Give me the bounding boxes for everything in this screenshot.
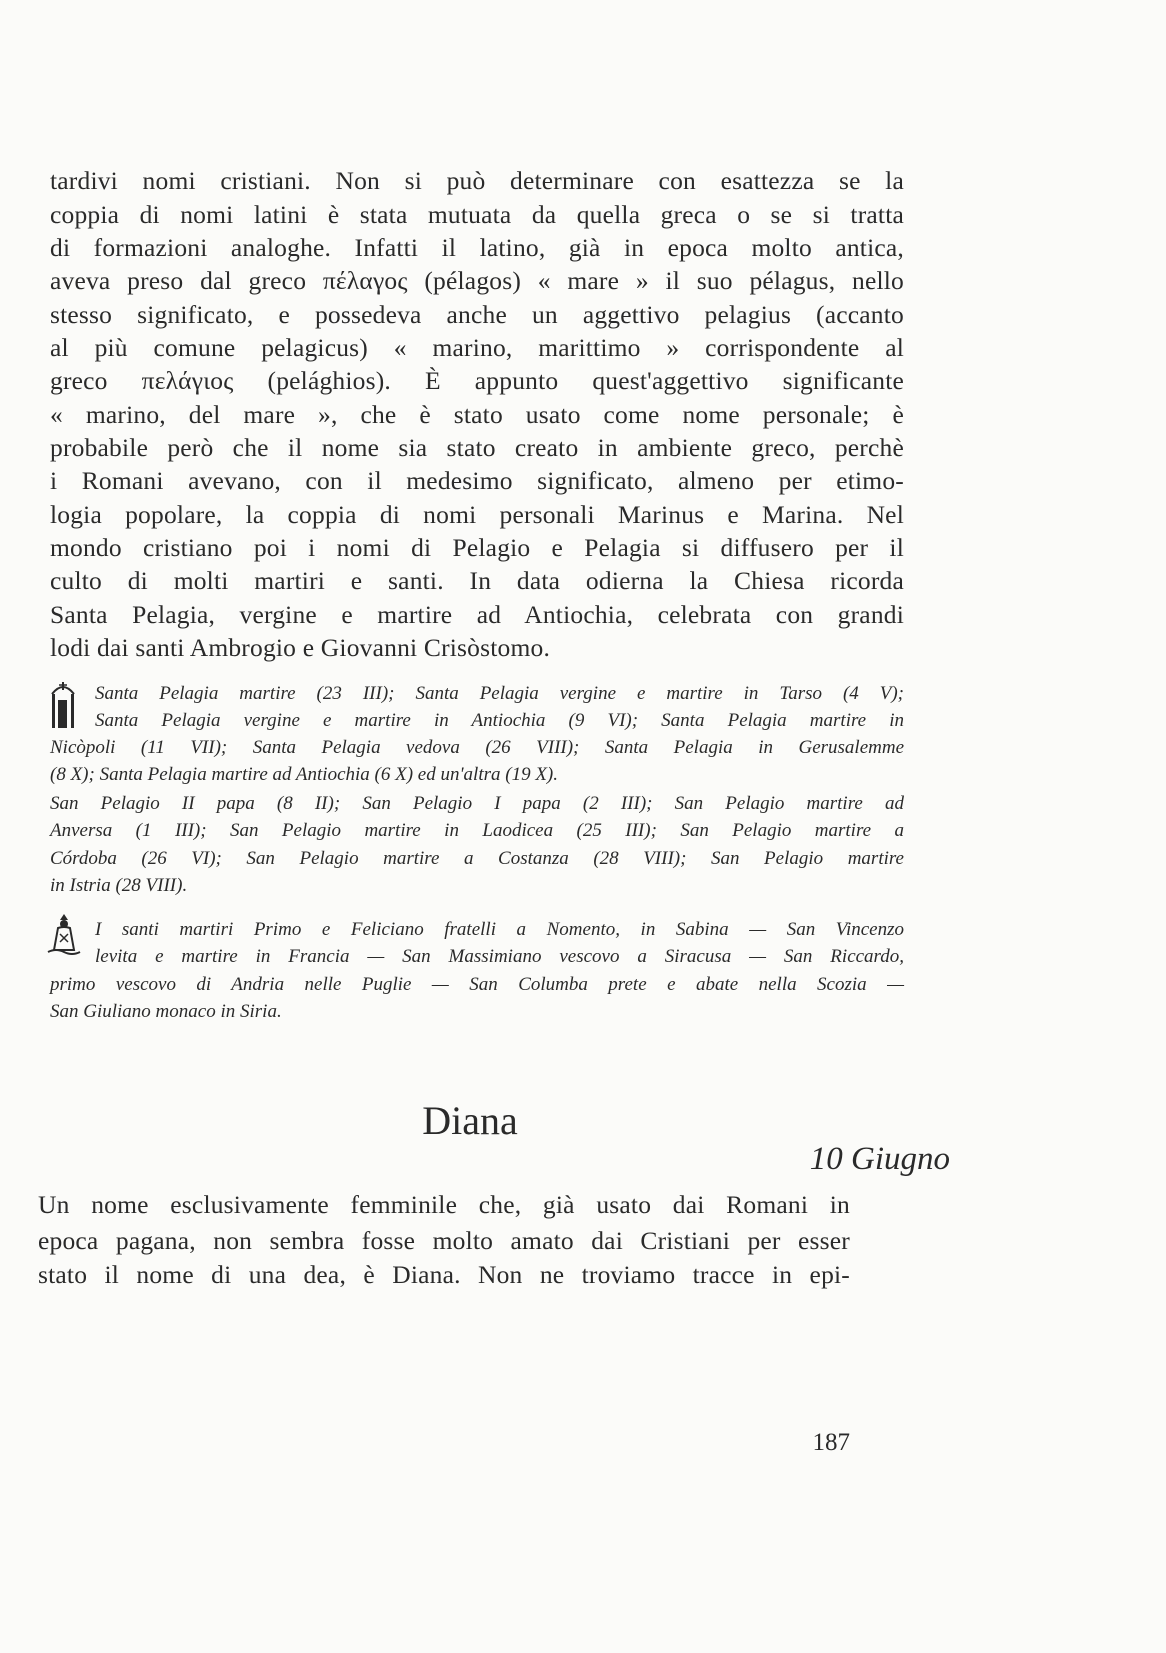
day-saints-line: I santi martiri Primo e Feliciano fratelli a Nomento, in Sabina — San Vincenzo [95, 919, 904, 940]
paragraph-line: i Romani avevano, con il medesimo significato, almeno per etimo- [50, 466, 904, 495]
page-number: 187 [812, 1429, 850, 1456]
saints-line: San Pelagio II papa (8 II); San Pelagio I papa (2 III); San Pelagio martire ad [50, 793, 904, 814]
paragraph-line: coppia di nomi latini è stata mutuata da quella greca o se si tratta [50, 200, 904, 229]
saints-line: Santa Pelagia martire (23 III); Santa Pelagia vergine e martire in Tarso (4 V); [95, 683, 904, 704]
saints-line: Santa Pelagia vergine e martire in Antiochia (9 VI); Santa Pelagia martire in [95, 710, 904, 731]
paragraph-line: al più comune pelagicus) « marino, marittimo » corrispondente al [50, 333, 904, 362]
entry-heading: Diana [422, 1098, 518, 1143]
paragraph-line: aveva preso dal greco πέλαγος (pélagos) « mare » il suo pélagus, nello [50, 266, 904, 295]
saints-line: Córdoba (26 VI); San Pelagio martire a Costanza (28 VIII); San Pelagio martire [50, 848, 904, 869]
saints-line: Anversa (1 III); San Pelagio martire in Laodicea (25 III); San Pelagio martire a [50, 820, 904, 841]
entry-date: 10 Giugno [809, 1141, 950, 1177]
paragraph-line: Un nome esclusivamente femminile che, già usato dai Romani in [38, 1190, 850, 1219]
paragraph-line: mondo cristiano poi i nomi di Pelagio e Pelagia si diffusero per il [50, 533, 904, 562]
paragraph-line: probabile però che il nome sia stato creato in ambiente greco, perchè [50, 433, 904, 462]
paragraph-line: lodi dai santi Ambrogio e Giovanni Crisòstomo. [50, 633, 551, 662]
paragraph-line: Santa Pelagia, vergine e martire ad Antiochia, celebrata con grandi [50, 600, 904, 629]
day-saints-line: primo vescovo di Andria nelle Puglie — San Columba prete e abate nella Scozia — [50, 974, 904, 995]
church-icon [48, 680, 78, 730]
paragraph-line: « marino, del mare », che è stato usato come nome personale; è [50, 400, 904, 429]
paragraph-line: logia popolare, la coppia di nomi personali Marinus e Marina. Nel [50, 500, 904, 529]
saints-line: (8 X); Santa Pelagia martire ad Antiochia (6 X) ed un'altra (19 X). [50, 764, 559, 785]
paragraph-line: greco πελάγιος (pelághios). È appunto quest'aggettivo significante [50, 366, 904, 395]
paragraph-line: stesso significato, e possedeva anche un aggettivo pelagius (accanto [50, 300, 904, 329]
paragraph-line: di formazioni analoghe. Infatti il latino, già in epoca molto antica, [50, 233, 904, 262]
paragraph-line: epoca pagana, non sembra fosse molto amato dai Cristiani per esser [38, 1226, 850, 1255]
paragraph-line: culto di molti martiri e santi. In data odierna la Chiesa ricorda [50, 566, 904, 595]
paragraph-line: tardivi nomi cristiani. Non si può determinare con esattezza se la [50, 166, 904, 195]
saints-line: Nicòpoli (11 VII); Santa Pelagia vedova (26 VIII); Santa Pelagia in Gerusalemme [50, 737, 904, 758]
day-saints-line: San Giuliano monaco in Siria. [50, 1001, 282, 1022]
day-saints-line: levita e martire in Francia — San Massimiano vescovo a Siracusa — San Riccardo, [95, 946, 904, 967]
saints-line: in Istria (28 VIII). [50, 875, 188, 896]
paragraph-line: stato il nome di una dea, è Diana. Non ne troviamo tracce in epi- [38, 1260, 850, 1289]
saint-figure-icon [44, 912, 82, 958]
